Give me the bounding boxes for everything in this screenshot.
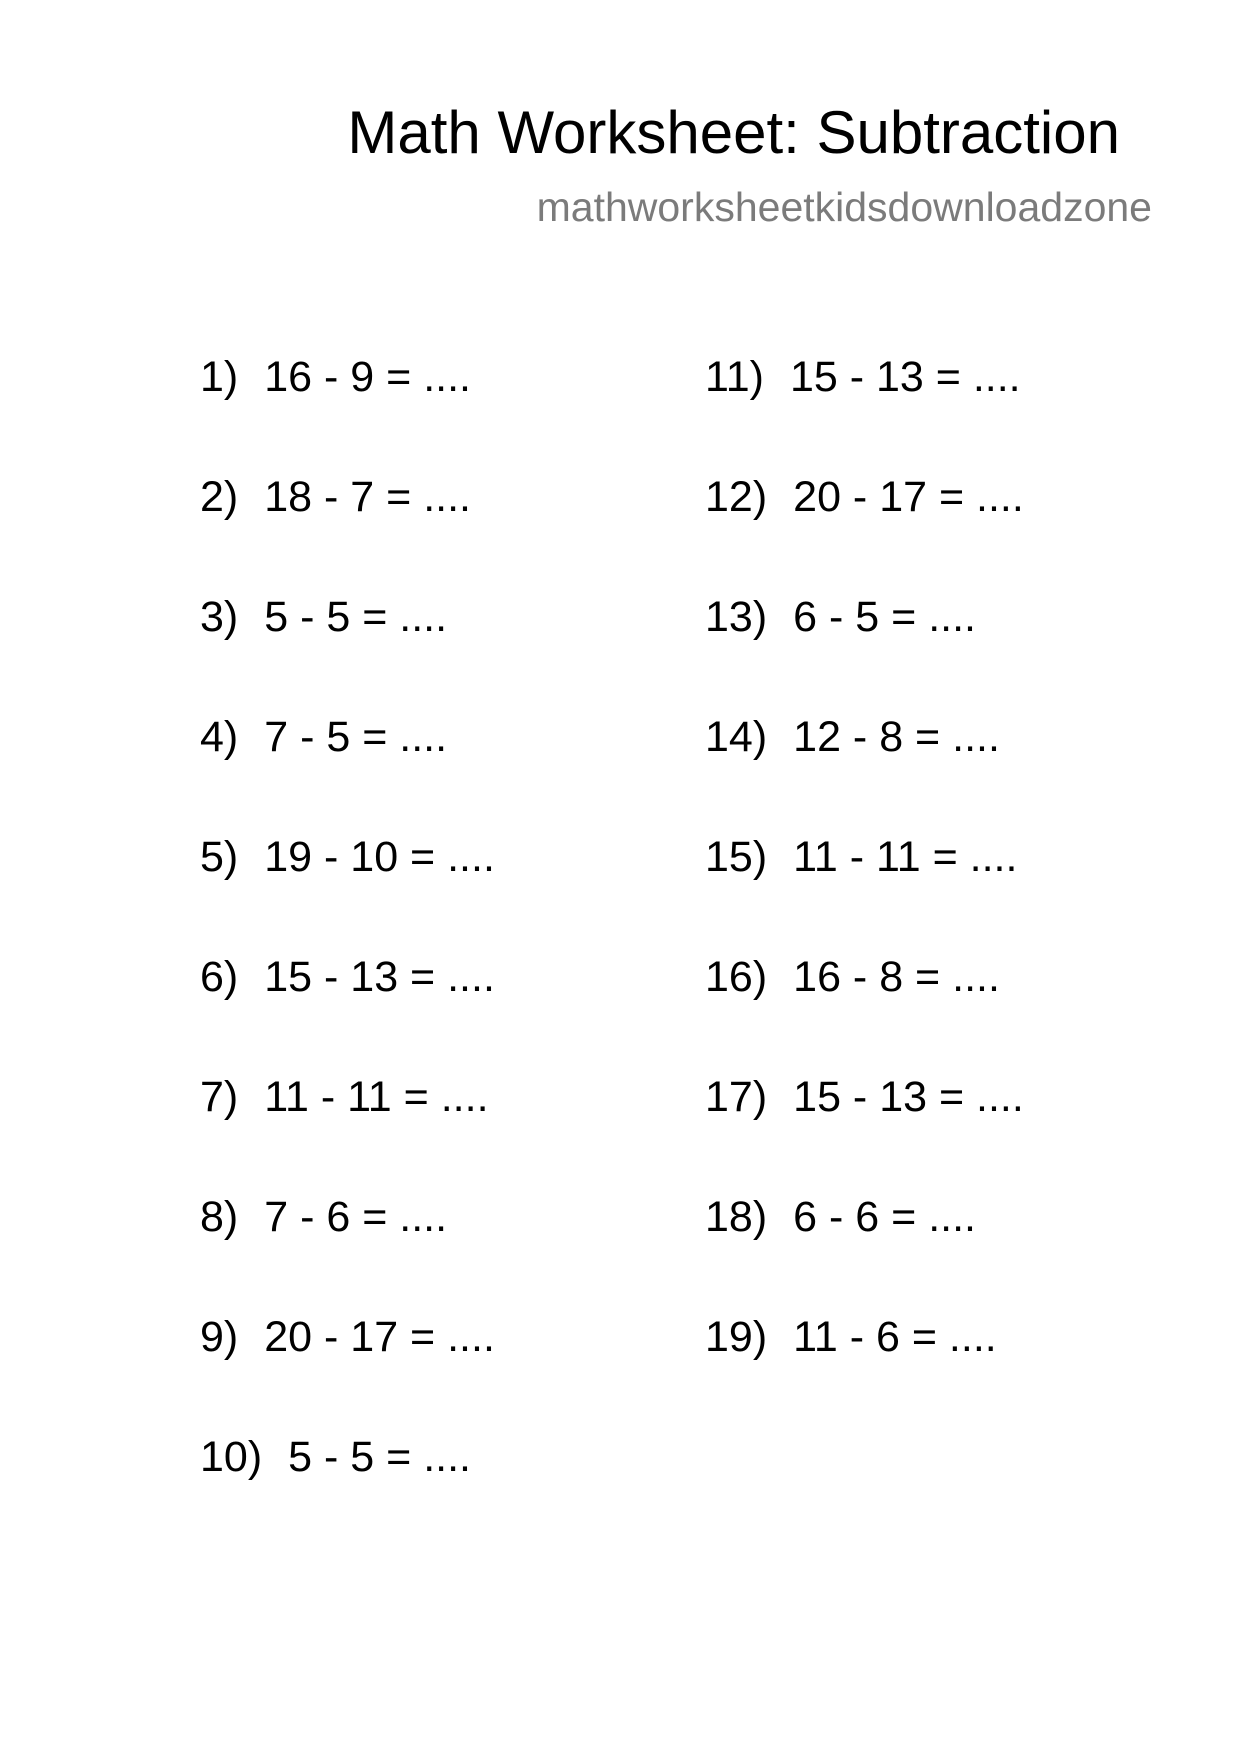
problem-number: 7): [200, 1073, 239, 1121]
problem-expression: 7 - 5 = ....: [264, 713, 448, 761]
problem-number: 17): [705, 1073, 768, 1121]
problem-number: 8): [200, 1193, 239, 1241]
problem-number: 16): [705, 953, 768, 1001]
problem-number: 6): [200, 953, 239, 1001]
problem-expression: 12 - 8 = ....: [793, 713, 1000, 761]
problem-number: 18): [705, 1193, 768, 1241]
problem-14: [705, 715, 1024, 835]
problem-number: 19): [705, 1313, 768, 1361]
problem-column-right: [705, 355, 1024, 1435]
problem-expression: 11 - 6 = ....: [793, 1313, 997, 1361]
problem-16: [705, 955, 1024, 1075]
problem-number: 5): [200, 833, 239, 881]
problem-number: 10): [200, 1433, 263, 1481]
problem-5: [200, 835, 495, 955]
problem-15: [705, 835, 1024, 955]
problem-expression: 18 - 7 = ....: [264, 473, 471, 521]
problem-4: [200, 715, 495, 835]
page-title: Math Worksheet: Subtraction: [347, 99, 1120, 166]
problem-expression: 19 - 10 = ....: [264, 833, 495, 881]
problem-1: [200, 355, 495, 475]
problem-number: 9): [200, 1313, 239, 1361]
problem-expression: 15 - 13 = ....: [264, 953, 495, 1001]
problem-number: 1): [200, 353, 239, 401]
problem-expression: 20 - 17 = ....: [264, 1313, 495, 1361]
problem-6: [200, 955, 495, 1075]
problem-number: 12): [705, 473, 768, 521]
problem-expression: 20 - 17 = ....: [793, 473, 1024, 521]
problem-3: [200, 595, 495, 715]
problem-expression: 5 - 5 = ....: [264, 593, 448, 641]
problem-19: [705, 1315, 1024, 1435]
problem-number: 3): [200, 593, 239, 641]
problem-number: 13): [705, 593, 768, 641]
problem-expression: 15 - 13 = ....: [793, 1073, 1024, 1121]
problem-7: [200, 1075, 495, 1195]
problem-column-left: [200, 355, 495, 1555]
problem-number: 14): [705, 713, 768, 761]
problem-expression: 6 - 5 = ....: [793, 593, 976, 641]
problem-12: [705, 475, 1024, 595]
problem-expression: 11 - 11 = ....: [264, 1073, 489, 1121]
problem-number: 15): [705, 833, 768, 881]
problem-expression: 15 - 13 = ....: [789, 353, 1021, 401]
problem-17: [705, 1075, 1024, 1195]
problem-list: [0, 355, 1240, 1555]
problem-number: 11): [705, 353, 764, 401]
problem-expression: 11 - 11 = ....: [793, 833, 1018, 881]
source-watermark: mathworksheetkidsdownloadzone: [536, 184, 1152, 230]
problem-number: 4): [200, 713, 239, 761]
problem-8: [200, 1195, 495, 1315]
problem-13: [705, 595, 1024, 715]
problem-2: [200, 475, 495, 595]
problem-11: [705, 355, 1024, 475]
problem-number: 2): [200, 473, 239, 521]
problem-expression: 6 - 6 = ....: [793, 1193, 976, 1241]
problem-9: [200, 1315, 495, 1435]
problem-expression: 5 - 5 = ....: [288, 1433, 471, 1481]
problem-10: [200, 1435, 495, 1555]
problem-expression: 16 - 9 = ....: [264, 353, 471, 401]
problem-expression: 16 - 8 = ....: [793, 953, 1000, 1001]
problem-expression: 7 - 6 = ....: [264, 1193, 448, 1241]
problem-18: [705, 1195, 1024, 1315]
